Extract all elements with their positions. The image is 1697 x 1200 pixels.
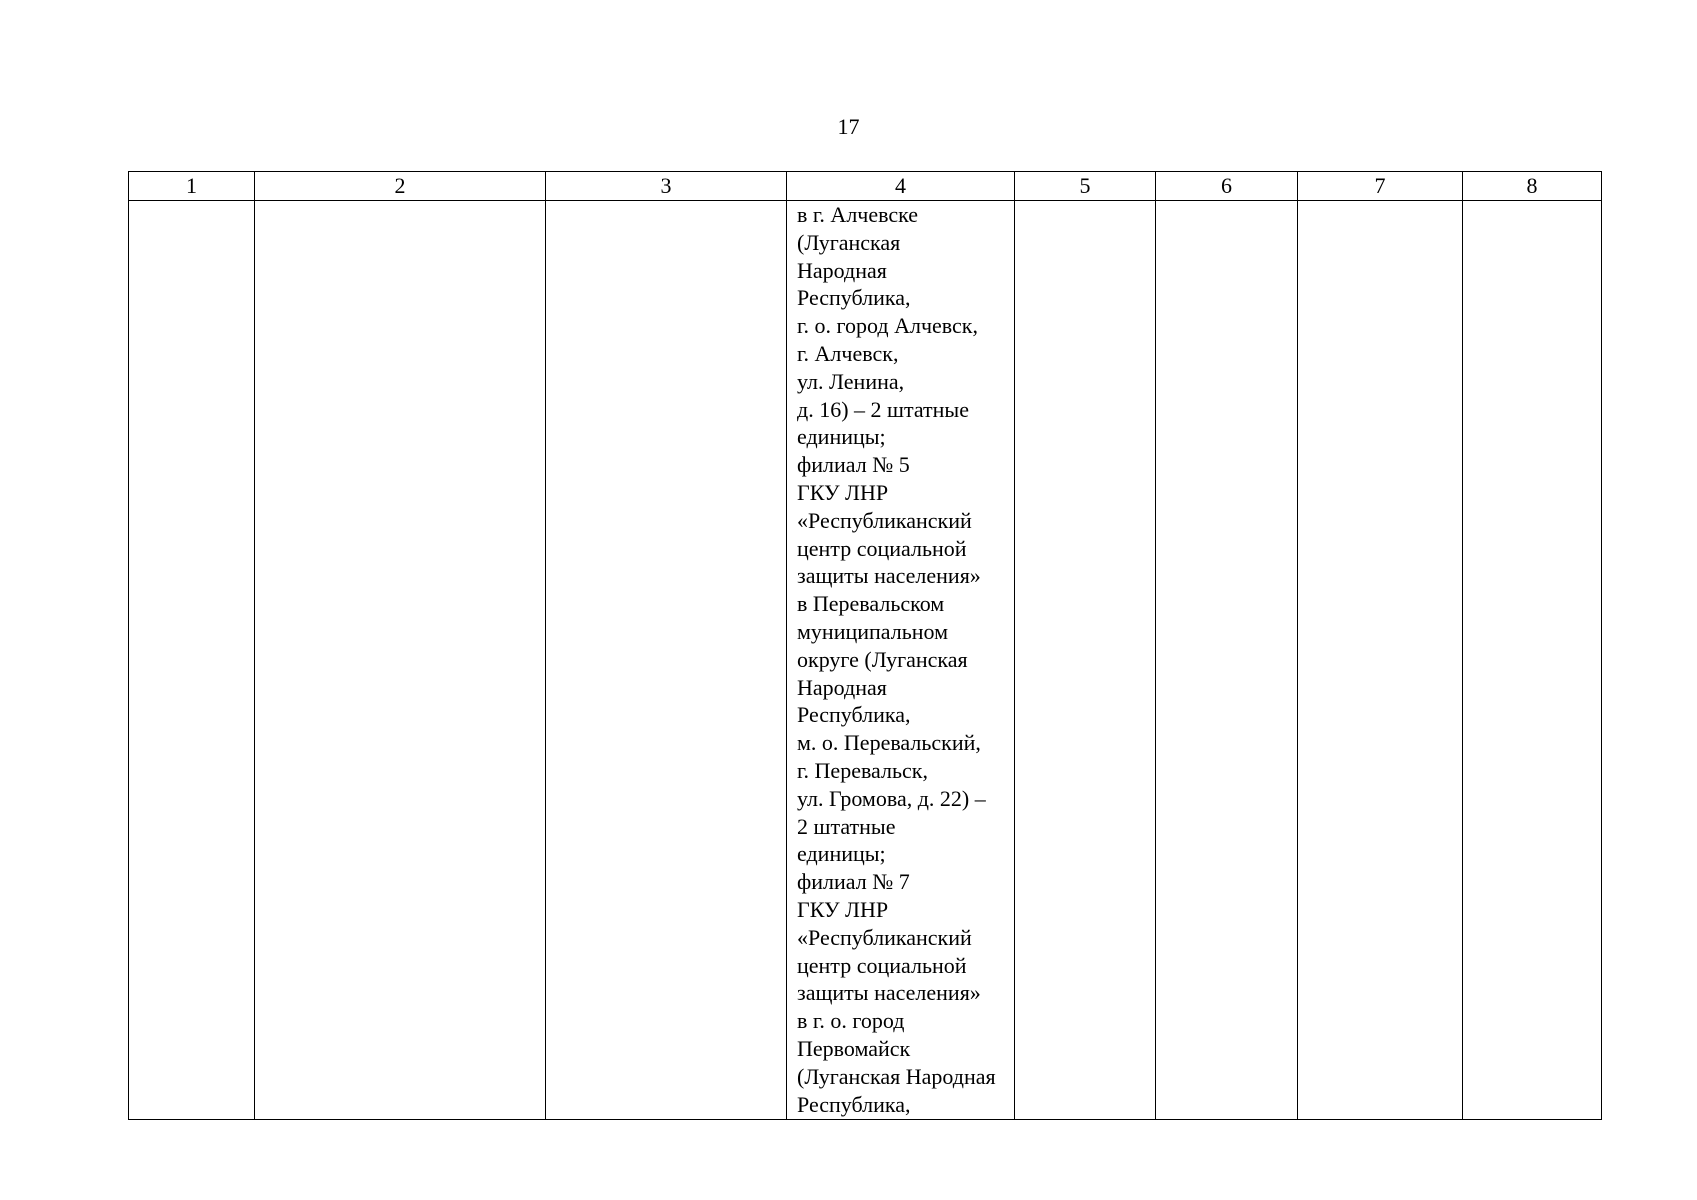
- col4-line: Республика,: [797, 1091, 911, 1117]
- col4-line: Народная: [797, 257, 887, 283]
- table-cell-col4: [787, 201, 1015, 1120]
- col4-line: единицы;: [797, 841, 886, 867]
- col4-line: в г. Алчевске: [797, 202, 919, 227]
- col4-line: ГКУ ЛНР: [797, 479, 889, 505]
- col4-line: филиал № 7: [797, 869, 910, 895]
- col4-line: ГКУ ЛНР: [797, 896, 889, 922]
- column-header-6: 6: [1156, 172, 1298, 201]
- col4-line: г. Перевальск,: [797, 757, 928, 783]
- table-cell-col7: [1298, 201, 1463, 1120]
- col4-line: центр социальной: [797, 535, 967, 561]
- col4-line: защиты населения»: [797, 563, 981, 589]
- table-cell-col6: [1156, 201, 1298, 1120]
- column-header-5: 5: [1015, 172, 1156, 201]
- col4-line: Народная: [797, 674, 887, 700]
- col4-line: Республика,: [797, 285, 911, 311]
- page-number: 17: [837, 114, 860, 139]
- column-header-8: 8: [1463, 172, 1602, 201]
- col4-line: ул. Громова, д. 22) –: [797, 785, 986, 811]
- col4-line: (Луганская: [797, 229, 901, 255]
- document-table: [128, 171, 1602, 1120]
- col4-line: центр социальной: [797, 952, 967, 978]
- col4-line: г. о. город Алчевск,: [797, 313, 978, 339]
- column-header-3: 3: [546, 172, 787, 201]
- col4-line: Первомайск: [797, 1035, 911, 1061]
- col4-line: защиты населения»: [797, 980, 981, 1006]
- table-cell-col1: [129, 201, 255, 1120]
- table-cell-col8: [1463, 201, 1602, 1120]
- col4-line: в г. о. город: [797, 1008, 905, 1034]
- table-cell-col3: [546, 201, 787, 1120]
- col4-line: ул. Ленина,: [797, 368, 905, 394]
- col4-line: единицы;: [797, 424, 886, 450]
- col4-line: в Перевальском: [797, 591, 945, 617]
- col4-line: м. о. Перевальский,: [797, 730, 981, 756]
- column-header-1: 1: [129, 172, 255, 201]
- col4-line: (Луганская Народная: [797, 1063, 996, 1089]
- col4-line: «Республиканский: [797, 924, 972, 950]
- col4-line: д. 16) – 2 штатные: [797, 396, 969, 422]
- col4-line: муниципальном: [797, 618, 949, 644]
- column-header-7: 7: [1298, 172, 1463, 201]
- col4-line: «Республиканский: [797, 507, 972, 533]
- column-number-row: [129, 172, 1602, 201]
- column-header-4: 4: [787, 172, 1015, 201]
- table-cell-col2: [255, 201, 546, 1120]
- col4-line: Республика,: [797, 702, 911, 728]
- col4-line: 2 штатные: [797, 813, 896, 839]
- table-row: [129, 201, 1602, 1120]
- col4-text: [787, 201, 1014, 1118]
- col4-line: филиал № 5: [797, 452, 910, 478]
- col4-line: г. Алчевск,: [797, 340, 899, 366]
- column-header-2: 2: [255, 172, 546, 201]
- col4-line: округе (Луганская: [797, 646, 968, 672]
- table-cell-col5: [1015, 201, 1156, 1120]
